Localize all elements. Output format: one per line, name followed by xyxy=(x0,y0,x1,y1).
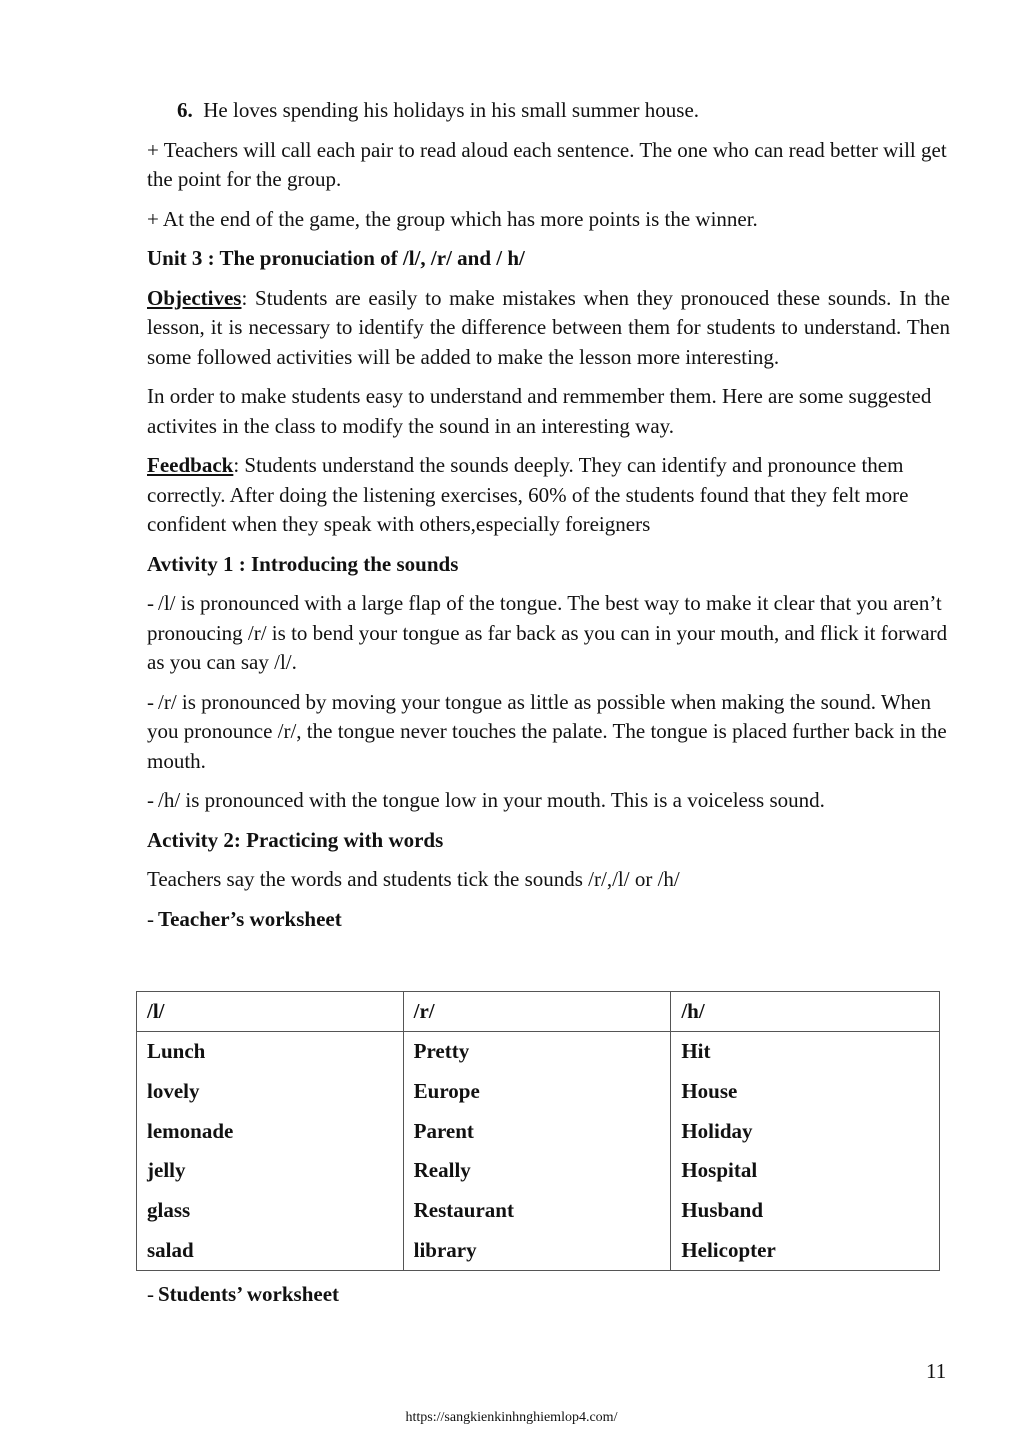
objectives-paragraph xyxy=(147,284,950,373)
dash-marker: - xyxy=(147,906,154,931)
feedback-text: : Students understand the sounds deeply. They can identify and pronounce them correctly. After doing the listening exercises, 60% of the students found that they felt more confident when they speak with others,especially foreigners xyxy=(147,453,909,536)
activity1-bullet-h xyxy=(147,786,950,816)
bullet-text: /h/ is pronounced with the tongue low in your mouth. This is a voiceless sound. xyxy=(158,788,825,812)
table-cell: Hit xyxy=(671,1032,940,1072)
footer-url: https://sangkienkinhnghiemlop4.com/ xyxy=(405,1410,618,1425)
table-cell: Holiday xyxy=(671,1111,940,1151)
numbered-item-6 xyxy=(147,96,950,126)
students-worksheet-label xyxy=(147,1282,339,1307)
dash-marker: - xyxy=(147,1282,154,1306)
dash-marker: - xyxy=(147,788,154,812)
teacher-worksheet-table xyxy=(136,991,940,1271)
item-number: 6. xyxy=(177,98,193,122)
feedback-paragraph xyxy=(147,451,950,540)
activity1-bullet-r xyxy=(147,688,950,777)
activity2-instruction: Teachers say the words and students tick the sounds /r/,/l/ or /h/ xyxy=(147,867,680,891)
table-cell: Pretty xyxy=(403,1032,671,1072)
table-cell: jelly xyxy=(137,1151,404,1191)
table-row xyxy=(137,1151,940,1191)
table-row xyxy=(137,1111,940,1151)
table-cell: glass xyxy=(137,1191,404,1231)
table-cell: Europe xyxy=(403,1072,671,1112)
table-cell: Parent xyxy=(403,1111,671,1151)
objectives-text: : Students are easily to make mistakes when they pronouced these sounds. In the lesson, it is necessary to identify the difference between them for students to understand. Then some followed activities will be added to make the lesson more interesting. xyxy=(147,285,950,369)
bullet-text: /l/ is pronounced with a large flap of the tongue. The best way to make it clear that you aren’t pronoucing /r/ is to bend your tongue as far back as you can in your mouth, and flick it forward as you can say /l/. xyxy=(147,591,948,674)
table-cell: salad xyxy=(137,1230,404,1270)
table-cell: House xyxy=(671,1072,940,1112)
paragraph-end-game: + At the end of the game, the group which has more points is the winner. xyxy=(147,206,758,231)
activity1-bullet-l xyxy=(147,589,950,678)
table-cell: Restaurant xyxy=(403,1191,671,1231)
table-cell: Husband xyxy=(671,1191,940,1231)
table-cell: Hospital xyxy=(671,1151,940,1191)
dash-marker: - xyxy=(147,689,154,714)
bullet-text: /r/ is pronounced by moving your tongue as little as possible when making the sound. When you pronounce /r/, the tongue never touches the palate. The tongue is placed further back in the mouth. xyxy=(147,689,947,773)
header-h: /h/ xyxy=(671,992,940,1032)
table-row xyxy=(137,1230,940,1270)
document-body xyxy=(147,96,950,944)
paragraph-call-pairs: + Teachers will call each pair to read aloud each sentence. The one who can read better will get the point for the group. xyxy=(147,137,947,191)
table-cell: Really xyxy=(403,1151,671,1191)
activity1-heading: Avtivity 1 : Introducing the sounds xyxy=(147,551,459,576)
students-worksheet-text: Students’ worksheet xyxy=(158,1282,340,1306)
dash-marker: - xyxy=(147,591,154,615)
feedback-label: Feedback xyxy=(147,453,234,477)
teacher-worksheet-text: Teacher’s worksheet xyxy=(158,906,342,931)
page-number: 11 xyxy=(926,1359,947,1383)
table-cell: lemonade xyxy=(137,1111,404,1151)
header-l: /l/ xyxy=(137,992,404,1032)
teacher-worksheet-label xyxy=(147,905,950,935)
item-text: He loves spending his holidays in his small summer house. xyxy=(203,98,700,122)
header-r: /r/ xyxy=(403,992,671,1032)
table-row xyxy=(137,1032,940,1072)
paragraph-in-order: In order to make students easy to understand and remmember them. Here are some suggested activites in the class to modify the sound in an interesting way. xyxy=(147,384,932,438)
table-cell: lovely xyxy=(137,1072,404,1112)
table-row xyxy=(137,1072,940,1112)
table-cell: Lunch xyxy=(137,1032,404,1072)
unit-heading: Unit 3 : The pronuciation of /l/, /r/ and / h/ xyxy=(147,246,525,270)
table-header-row xyxy=(137,992,940,1032)
table-cell: Helicopter xyxy=(671,1230,940,1270)
objectives-label: Objectives xyxy=(147,285,242,310)
table-row xyxy=(137,1191,940,1231)
activity2-heading: Activity 2: Practicing with words xyxy=(147,827,444,852)
table-cell: library xyxy=(403,1230,671,1270)
